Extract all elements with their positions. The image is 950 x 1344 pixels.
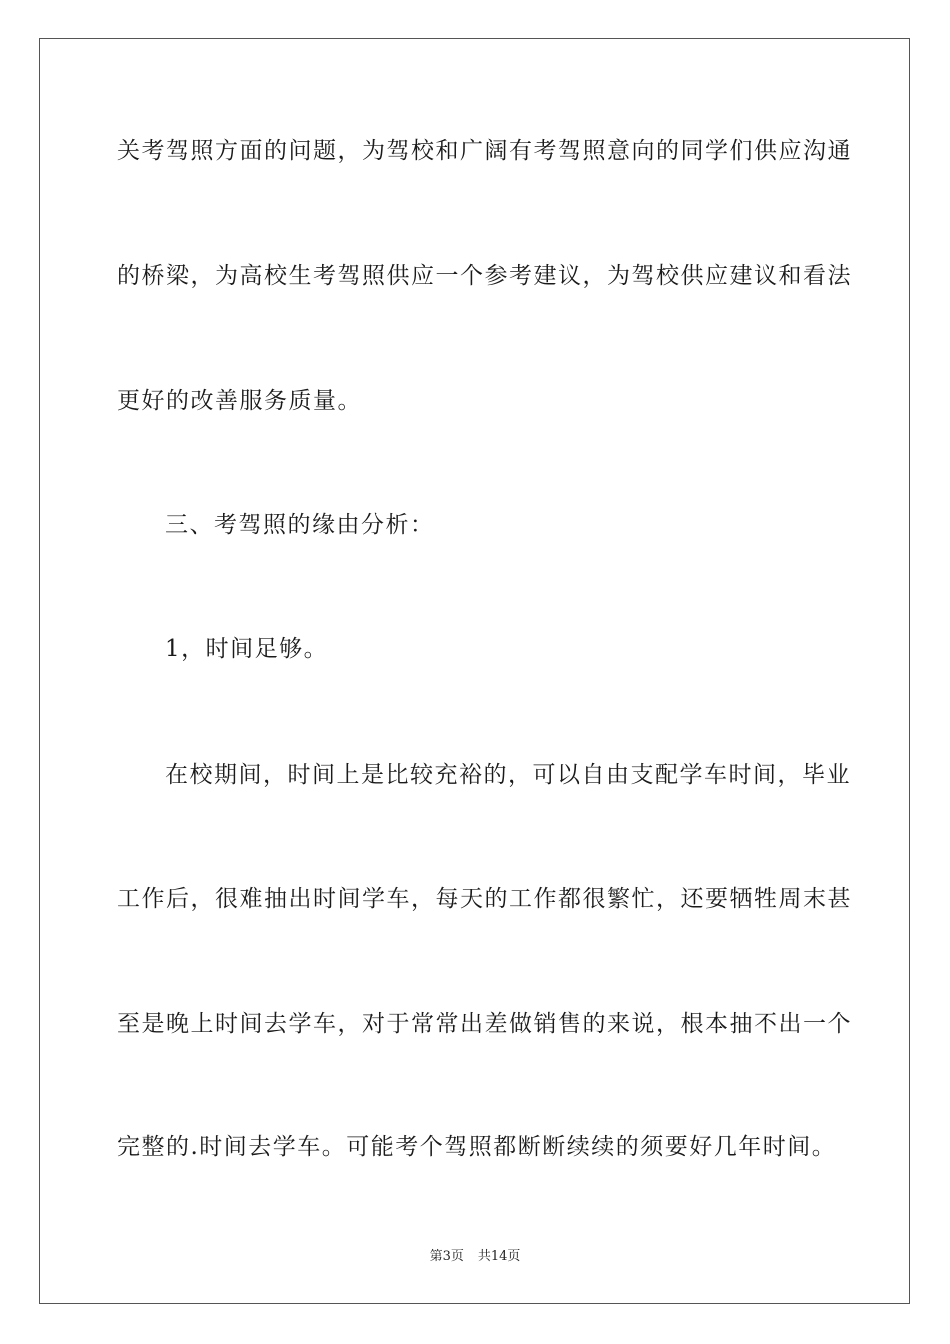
page-number: 第3页	[429, 1249, 464, 1264]
paragraph-line: 工作后，很难抽出时间学车，每天的工作都很繁忙，还要牺牲周末甚	[117, 886, 852, 912]
total-pages: 共14页	[477, 1249, 521, 1264]
paragraph-line: 完整的.时间去学车。可能考个驾照都断断续续的须要好几年时间。	[117, 1134, 837, 1160]
section-heading: 三、考驾照的缘由分析：	[165, 512, 435, 538]
page-footer	[0, 1248, 950, 1266]
paragraph-line: 关考驾照方面的问题，为驾校和广阔有考驾照意向的同学们供应沟通	[117, 138, 852, 164]
subsection-heading: 1，时间足够。	[165, 636, 329, 662]
page-border	[39, 38, 910, 1304]
paragraph-line: 更好的改善服务质量。	[117, 388, 362, 414]
paragraph-line: 的桥梁，为高校生考驾照供应一个参考建议，为驾校供应建议和看法	[117, 263, 852, 289]
paragraph-line: 在校期间，时间上是比较充裕的，可以自由支配学车时间，毕业	[165, 762, 851, 788]
paragraph-line: 至是晚上时间去学车，对于常常出差做销售的来说，根本抽不出一个	[117, 1011, 852, 1037]
